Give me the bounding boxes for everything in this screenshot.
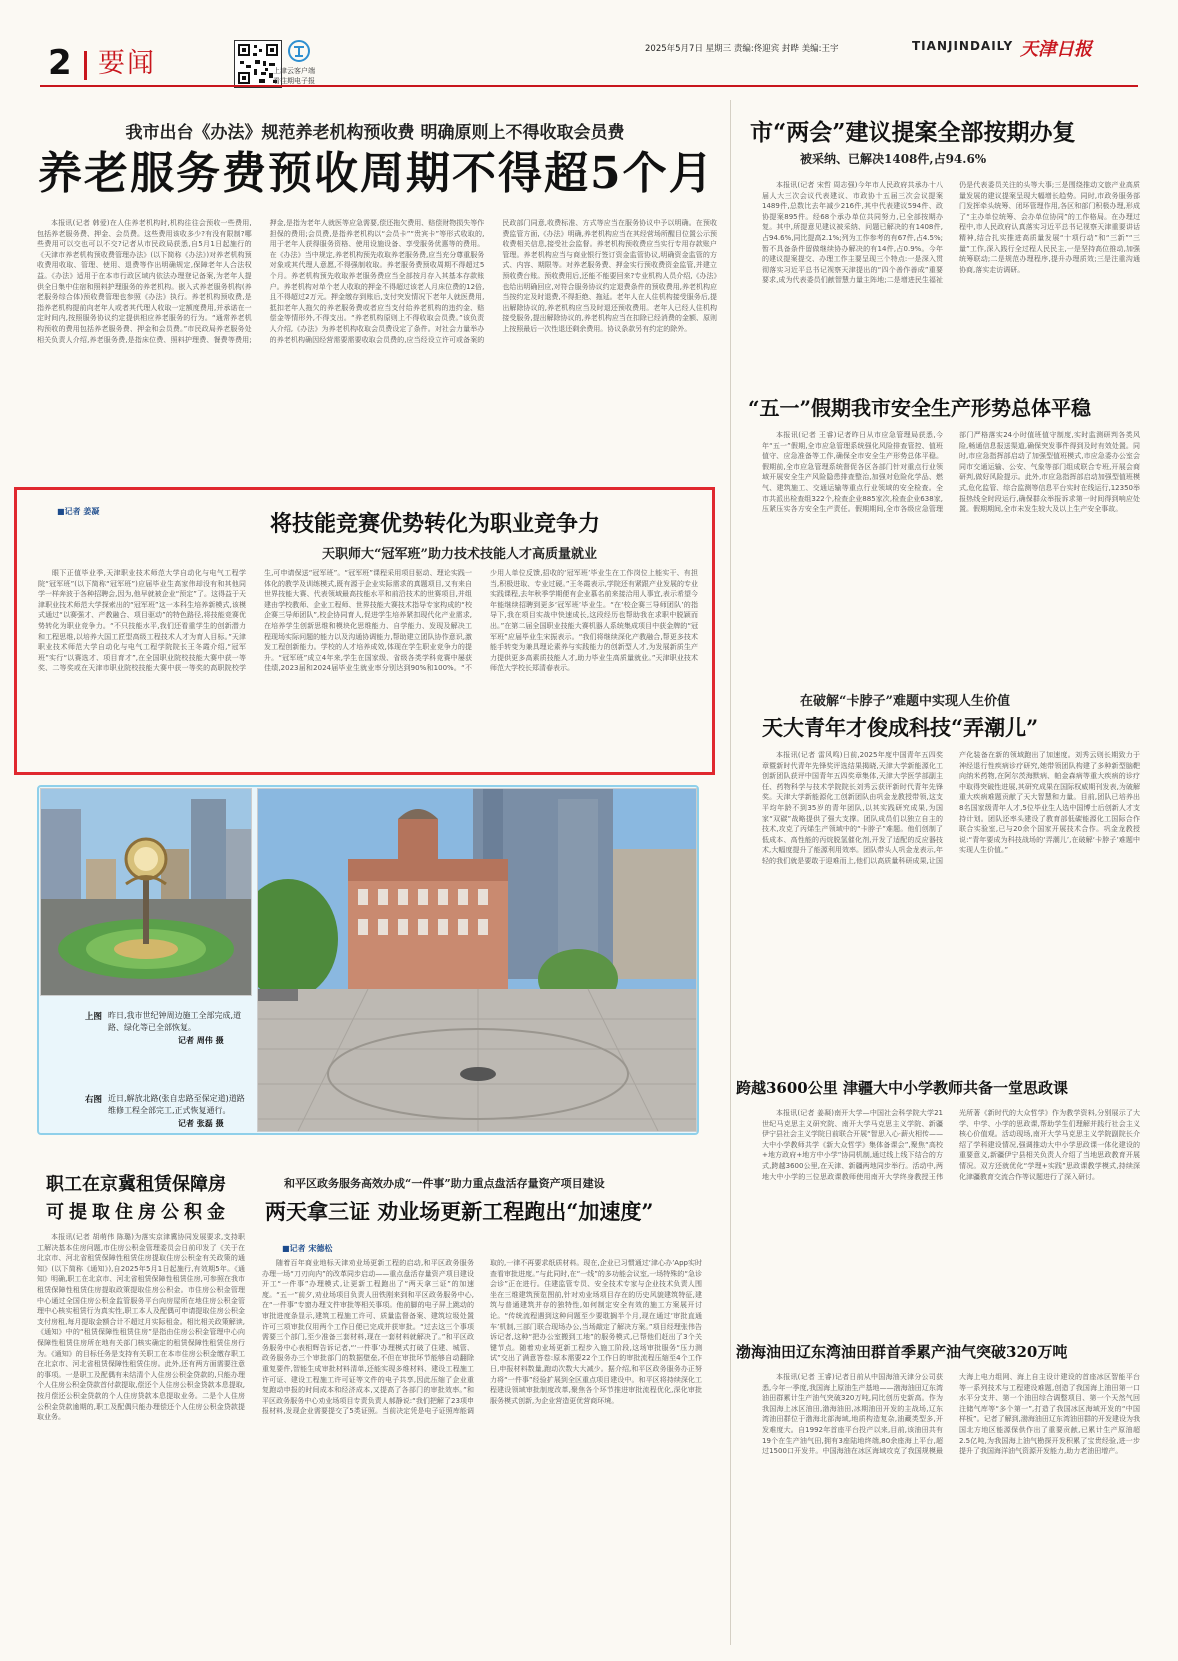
- housing-headline-1: 职工在京冀租赁保障房: [46, 1174, 226, 1195]
- header-rule: [40, 85, 1138, 87]
- permits-article: [262, 1258, 702, 1642]
- app-logo-icon: [287, 40, 311, 62]
- caption-2-title: 右图: [85, 1095, 103, 1105]
- xinjiang-headline: 跨越3600公里 津疆大中小学教师共备一堂思政课: [736, 1079, 1068, 1097]
- oil-headline: 渤海油田辽东湾油田群首季累产油气突破320万吨: [736, 1343, 1068, 1361]
- housing-article: [37, 1232, 245, 1642]
- section-title: 要闻: [98, 48, 156, 79]
- tju-article: [762, 750, 1140, 1050]
- photo-century-clock: [40, 788, 252, 996]
- tju-headline: 天大青年才俊成科技“弄潮儿”: [762, 715, 1039, 740]
- permits-headline: 两天拿三证 劝业场更新工程跑出“加速度”: [265, 1199, 654, 1224]
- section-divider: [84, 51, 87, 80]
- proposals-body: 本报讯(记者 宋哲 周志强)今年市人民政府共承办十八届人大三次会议代表建议、市政协十五届三次会议提案1489件,总数比去年减少216件,其中代表建议594件、政协提案895件。经68个承办单位共同努力,已全部按期办复。其中,所提意见建议被采纳、问题已解决的有1408件,占94.6%,同比提高2.1%;列为工作参考的有67件,占4.5%;暂不具备条件留做继续协办解决的有14件,占0.9%。今年的建议提案提交、办理工作主要呈现三个特点:一是深入贯彻落实习近平总书记视察天津提出的“四个善作善成”重要要求,成为代表委员们献智慧力量主阵地;二是增进民生福祉仍是代表委员关注的头等大事;三是围绕推动文旅产业高质量发展的建议提案呈现大幅增长趋势。同时,市政务服务部门发挥牵头统筹、闭环管理作用,各区和部门积极办理,形成了“主办单位统筹、会办单位协同”的工作格局。在办理过程中,市人民政府认真落实习近平总书记视察天津重要讲话精神,结合扎实推进高质量发展“十项行动”和“三新”“三量”工作,深入践行全过程人民民主,一是坚持高位推动,加强统筹联动;二是规范办理程序,提升办理质效;三是注重沟通协商,落实走访调研。: [762, 181, 1140, 285]
- permits-reporter: ■记者 宋德松: [282, 1244, 333, 1253]
- tju-kicker: 在破解“卡脖子”难题中实现人生价值: [800, 694, 1010, 709]
- housing-body: 本报讯(记者 胡萌伟 陈璐)为落实京津冀协同发展要求,支持职工解决基本住房问题,市住房公积金管理委员会日前印发了《关于在北京市、河北省租赁保障性租赁住房提取住房公积金有关政策的通知》(以下简称《通知》),自2025年5月1日起施行,有效期5年。《通知》明确,职工在北京市、河北省租赁保障性租赁住房,可参照在我市租赁保障性租赁住房提取政策提取住房公积金。市住房公积金管理中心通过全国住房公积金监管服务平台向房屋所在地住房公积金管理中心核实租赁行为真实性,职工本人及配偶可申请提取住房公积金支付房租,每月提取金额合计不超过月实际租金。相比相关政策解读,《通知》中的“租赁保障性租赁住房”是指由住房公积金管理中心向保障性租赁住房所在地有关部门核实确定的租赁保障性租赁住房行为。《通知》的目标任务是支持有关职工在本市住房公积金缴存职工在北京市、河北省租赁保障性租赁住房。此外,还有两方面需要注意的事项。一是职工及配偶有未结清个人住房公积金贷款的,只能办理个人住房公积金贷款首付款提取,偿还个人住房公积金贷款本息提取,按月偿还公积金贷款的个人住房贷款本息提取业务。二是个人住房公积金贷款逾期的,职工及配偶只能办理偿还个人住房公积金贷款提取业务。: [37, 1233, 245, 1422]
- credit-2: 记者 张磊 摄: [178, 1119, 224, 1128]
- safety-article: [762, 430, 1140, 666]
- proposals-article: [762, 180, 1140, 370]
- safety-body: 本报讯(记者 王睿)记者昨日从市应急管理局获悉,今年“五一”假期,全市应急管理系统强化风险排查管控、值班值守、应急准备等工作,确保全市安全生产形势总体平稳。假期前,全市应急管理系统督促各区各部门针对重点行业领域开展安全生产风险隐患排查整治,加强对危险化学品、燃气、建筑施工、交通运输等重点行业领域的安全检查。全市共派出检查组322个,检查企业885家次,检查企业638家,压紧压实各方安全生产责任。假期期间,全市各级应急管理部门严格落实24小时值班值守制度,实时监测研判各类风险,畅通信息报送渠道,确保突发事件得到及时有效处置。同时,市应急指挥部启动了加强型值班模式,市应急委办公室会同市交通运输、公安、气象等部门组成联合专班,开展会商研判,做好风险提示。此外,市应急指挥部启动加强型值班模式,危化监管、综合监测等信息平台实时在线运行,12350举报热线全时段运行,确保群众举报诉求第一时间得到响应处置。假期期间,全市未发生较大及以上生产安全事故。: [762, 431, 1140, 514]
- xinjiang-body: 本报讯(记者 姜凝)南开大学—中国社会科学院大学21世纪马克思主义研究院、南开大学马克思主义学院、新疆伊宁县社会主义学院日前联合开展“智思入心·薪火相传——大中小学教师共学《新大众哲学》集体备课会”,聚焦“高校+地方政府+地方中小学”协同机制,通过线上线下结合的方式,跨越3600公里,在天津、新疆两地同步举行。活动中,两地大中小学的三位思政课教师使用南开大学终身教授王伟光所著《新时代的大众哲学》作为教学资料,分别展示了大学、中学、小学的思政课,帮助学生们理解并践行社会主义核心价值观。活动现场,南开大学马克思主义学院副院长介绍了学科建设情况,强调推动大中小学思政课一体化建设的重要意义,新疆伊宁县相关负责人介绍了当地思政教育开展情况。双方还就优化“学理+实践”思政课教学模式,持续深化津疆教育交流合作等议题进行了深入研讨。: [762, 1109, 1140, 1181]
- credit-1: 记者 周伟 摄: [178, 1036, 224, 1045]
- lead-headline: 养老服务费预收周期不得超5个月: [38, 148, 715, 199]
- qr-caption-1: 上津云客户端: [273, 67, 315, 75]
- permits-body: 随着百年商业地标天津劝业场更新工程的启动,和平区政务服务办理一场“刀刃向内”的改革同步启动——重点盘活存量资产项目建设开工“一件事”办理模式,让更新工程跑出了“两天拿三证”的加速度。“五一”前夕,劝业场项目负责人田铁刚来到和平区政务服务中心,在“一件事”专窗办理文件审批等相关事项。他前脚的电子屏上跳动的审批进度条显示,建筑工程施工许可、质量监督备案、建筑垃圾处置许可三项审批仅用两个工作日便已完成并获审批。“过去这三个事项需要三个部门,至少准备三套材料,现在一套材料就解决了。”和平区政务服务中心表相辉告诉记者,“‘一件事’办理模式打破了住建、城管、政务服务办三个审批部门的数据壁垒,不但在审批环节能够自动翻除重复要件,智能生成审批材料清单,还能实现多维材料、建设工程施工许可证、建设工程施工许可证等文件的电子共享,因此压缩了企业重复跑动申报的时间成本和经济成本,又提高了各部门的审批效率。”和平区政务服务中心劝业场项目专责负责人郝静说:“我们把解了23项申报材料,发现企业需要提交了5类证照。当前决定凭是电子证照库能调取的,一律不再要求纸质材料。现在,企业已习惯通过‘津心办’App实时查看审批进度。”与此同时,在“一线”的多功能会议室,一场特殊的“急诊会诊”正在进行。住建监管专员、安全技术专家与企业技术负责人围坐在三维建筑预览图前,针对劝业场项目存在的历史风貌建筑特征,建筑与普通建筑并存的独特性,如何制定安全有效的施工方案展开讨论。“传统流程遇到这种问题至少要耽搁半个月,现在通过‘审批直通车’机制,三部门联合现场办公,当场敲定了解决方案。”项目经理张伟告诉记者,这种“把办公室搬到工地”的服务模式,已帮他们赶出了3个关键节点。随着劝业场更新工程步入施工阶段,这场审批服务“压力测试”交出了满意答卷:原本需要22个工作日的审批流程压缩至4个工作日,申报材料数量,跑动次数大大减少。据介绍,和平区政务服务办正努力将“一件事”经验扩展到全区重点项目建设中。和平区将持续深化工程建设领域审批制度改革,聚焦各个环节推进审批流程优化,深化审批服务模式创新,为企业营造更优营商环境。: [262, 1259, 702, 1416]
- feature-reporter: ■记者 姜凝: [57, 507, 100, 516]
- column-divider: [730, 100, 731, 1645]
- date-editor-line: 2025年5月7日 星期三 责编:佟迎宾 封晔 美编:王宇: [645, 44, 839, 54]
- oil-body: 本报讯(记者 王睿)记者日前从中国海油天津分公司获悉,今年一季度,我国海上原油生产基地——渤海油田辽东湾油田群累计生产油气突破320万吨,同比创历史新高。作为我国海上冰区油田,渤海油田,冰期油田开发的主战场,辽东湾油田群位于渤海北部海域,地质构造复杂,油藏类型多,开发难度大。自1992年首座平台投产以来,目前,该油田共有19个在生产油气田,拥有3座陆地终端,80余座海上平台,超过1500口开发井。中国海油在冰区海域攻克了我国规模最大海上电力组网、海上自主设计建设的首座冰区智能平台等一系列技术与工程建设难题,创造了我国海上油田第一口水平分支井、第一个油田综合调整项目、第一个天然气回注储气库等“多个第一”,打造了我国冰区海域开发的“中国样板”。记者了解到,渤海油田辽东湾油田群的开发建设为我国北方地区能源保供作出了重要贡献,已累计生产原油超2.5亿吨,为我国海上油气勘探开发积累了宝贵经验,进一步提升了我国海洋油气资源开发能力,助力老油田增产。: [762, 1373, 1140, 1456]
- feature-article: [38, 568, 698, 766]
- brand-latin: TIANJINDAILY: [912, 39, 1014, 53]
- caption-1: 昨日,我市世纪钟周边施工全部完成,道路、绿化等已全部恢复。: [108, 1011, 242, 1032]
- xinjiang-article: [762, 1108, 1140, 1308]
- masthead: [0, 0, 1178, 95]
- photo-jiefang-road: [257, 788, 697, 1132]
- oil-article: [762, 1372, 1140, 1642]
- feature-subhead: 天职师大“冠军班”助力技术技能人才高质量就业: [322, 547, 597, 562]
- page-number: 2: [48, 43, 72, 83]
- tju-body: 本报讯(记者 雷风鸣)日前,2025年度中国青年五四奖章暨新时代青年先锋奖评选结果揭晓,天津大学新能源化工创新团队获评中国青年五四奖章集体,天津大学医学部副主任、药物科学与技术学院院长刘秀云获评新时代青年先锋奖。天津大学新能源化工创新团队由巩金龙教授带领,这支平均年龄不到35岁的青年团队,以其实践研究成果,为国家“双碳”战略提供了强大支撑。团队成员们以独立自主的技术,攻克了丙烯生产领域中的“卡脖子”难题。他们创制了低成本、高性能的丙烷脱氢催化剂,开发了适配的反应器技术,大幅度提升了能源利用效率。团队带头人巩金龙表示,年轻的我们就是要敢于迎难而上,他们以高质量科研成果,让国产化装备在新的领域跑出了加速度。刘秀云则长期致力于神经退行性疾病诊疗研究,她带领团队构建了多种新型脑靶向纳米药物,在阿尔茨海默病、帕金森病等重大疾病的诊疗中取得突破性进展,其研究成果在国际权威期刊发表,为破解重大疾病难题贡献了天大智慧和力量。目前,团队已培养出8名国家级青年人才,5位毕业生人选中国博士后创新人才支持计划。团队还率头建设了教育部低碳能源化工国际合作联合实验室,已与20余个国家开展技术合作。巩金龙教授说:“青年要成为科技战场的‘弄潮儿’,在破解‘卡脖子’难题中实现人生价值。”: [762, 751, 1140, 865]
- feature-body: 眼下正值毕业季,天津职业技术师范大学自动化与电气工程学院“冠军班”(以下简称“冠军班”)应届毕业生高家伟却没有和其他同学一样奔波于各种招聘会,因为,他早就被企业“预定”了。这得益于天津职业技术师范大学探索出的“冠军班”这一本科生培养新模式,该模式通过“以赛强才、产教融合、项目驱动”的特色路径,将技能竞赛优势转化为职业竞争力。“不只技能水平,我们还看重学生的创新潜力和工程思维,以培养大国工匠型高级工程技术人才为育人目标。”天津职业技术师范大学自动化与电气工程学院院长王冬霞介绍,“冠军班”实行“以赛选才、项目育才”,在全国职业院校技能大赛中获一等奖、二等奖或在天津市职业院校技能大赛中获一等奖的高职院校学生,可申请保送“冠军班”。“冠军班”课程采用项目驱动、理论实践一体化的教学及训练模式,既有源于企业实际需求的真题项目,又有来自世界技能大赛、代表领域最高技能水平和前沿技术的世赛项目,并组建由学校教师、企业工程师、世界技能大赛技术指导专家构成的“校企赛三导师团队”,校企协同育人,促进学生培养紧扣现代化产业需求,在培养学生创新思维和模块化思维能力、自学能力、发现及解决工程现场实际问题的能力以及沟通协调能力,帮助建立团队协作意识,激发工程创新能力。学校的人才培养成效,体现在学生职业竞争力的提升。“冠军班”成立4年来,学生在国家级、省级各类学科竞赛中屡获佳绩,2023届和2024届毕业生就业率分别达到90%和100%。“不少用人单位反馈,招收的‘冠军班’毕业生在工作岗位上能实干、有担当,积极进取、专业过硬。”王冬霞表示,学院还有紧跟产业发展的专业实践课程,去年秋季学期便有企业慕名前来接洽用人事宜,表示希望今年能继续招聘到更多‘冠军班’毕业生。“在‘校企赛三导师团队’的指导下,我在项目实战中快速成长,这段经历也帮助我在求职中脱颖而出。”在第二届全国职业技能大赛机器人系统集成项目中获金牌的“冠军班”应届毕业生宋振表示。“我们将继续深化产教融合,帮更多技术能手转变为兼具理论素养与实践能力的创新型人才,为发展新质生产力提供更多高素质技能人才,助力毕业生高质量就业。”天津职业技术师范大学校长郑清春表示。: [38, 569, 698, 673]
- proposals-subhead: 被采纳、已解决1408件,占94.6%: [800, 152, 987, 166]
- permits-kicker: 和平区政务服务高效办成“一件事”助力重点盘活存量资产项目建设: [284, 1177, 605, 1190]
- feature-headline: 将技能竞赛优势转化为职业竞争力: [270, 511, 601, 537]
- brand-logo: 天津日报: [1020, 39, 1092, 60]
- qr-caption-2: 看往期电子报: [273, 77, 315, 85]
- proposals-headline: 市“两会”建议提案全部按期办复: [750, 119, 1076, 146]
- lead-kicker: 我市出台《办法》规范养老机构预收费 明确原则上不得收取会员费: [125, 123, 625, 143]
- caption-2: 近日,解放北路(张自忠路至保定道)道路维修工程全部完工,正式恢复通行。: [108, 1094, 245, 1115]
- safety-headline: “五一”假期我市安全生产形势总体平稳: [748, 396, 1092, 420]
- lead-article: [37, 218, 717, 476]
- lead-body: 本报讯(记者 韩爱)在人住养老机构时,机构往往会预收一些费用,包括养老服务费、押金、会员费。这些费用该收多少?有没有限制?哪些费用可以交也可以不交?记者从市民政局获悉,自5月1日起施行的《天津市养老机构预收费管理办法》(以下简称《办法》)对养老机构预收费用收取、管理、使用、退费等作出明确规定,保障老年人合法权益。《办法》适用于在本市行政区域内依法办理登记备案,为老年人提供全日集中住宿和照料护理服务的养老机构。嵌入式养老服务机构(养老服务综合体)预收费管理也参照《办法》执行。养老机构预收费,是指养老机构提前向老年人或者其代理人收取一定额度费用,并承诺在一定时间内,按照服务协议约定提供相应养老服务的行为。“通常养老机构预收的费用包括养老服务费、押金和会员费。”市民政局养老服务处相关负责人介绍,养老服务费,是指床位费、照料护理费、餐费等费用;押金,是指为老年人就医等应急需要,偿还拖欠费用、赔偿财物损失等作担保的费用;会员费,是指养老机构以“会员卡”“贵宾卡”等形式收取的,用于老年人获得服务资格、使用设施设备、享受服务优惠等的费用。在《办法》当中规定,养老机构预先收取养老服务费,应当充分尊重服务对象或其代理人意愿,不得强制收取。养老服务费预收周期不得超过5个月。养老机构预先收取养老服务费应当全部按月存入其基本存款账户。养老机构对单个老人收取的押金不得超过该老人月床位费的12倍,且不得超过2万元。押金缴存到账后,支付突发情况下老年人就医费用,抵扣老年人拖欠的养老服务费或者应当支付给养老机构的违约金、赔偿金等情形外,不得支出。“养老机构原则上不得收取会员费。”该负责人介绍,《办法》为养老机构收取会员费设定了条件。对社会力量举办的养老机构确因经营需要需要收取会员费的,应当经设立许可或备案的民政部门同意,收费标准、方式等应当在服务协议中予以明确。在预收费监管方面,《办法》明确,养老机构应当在其经营场所醒目位置公示预收费相关信息,接受社会监督。养老机构预收费应当实行专用存款账户管理。养老机构应当与商业银行签订资金监管协议,明确资金监管的方式、内容、期限等。对养老服务费、押金实行预收费资金监管,并建立预收费台账。预收费用后,还能不能要回来?专业机构人员介绍,《办法》也给出明确回应,对符合服务协议约定退费条件的预收费用,养老机构应当按约定及时退费,不得拒绝、拖延。老年人在人住机构接受服务后,提出解除协议的,养老机构应当及时退还预收费用。老年人已经人住机构接受服务,提出解除协议的,养老机构应当在扣除已经消费的金额、原则上按照最后一次性退还剩余费用。协议条款另有约定的除外。: [37, 219, 717, 344]
- caption-1-title: 上图: [85, 1012, 103, 1022]
- housing-headline-2: 可提取住房公积金: [46, 1202, 230, 1223]
